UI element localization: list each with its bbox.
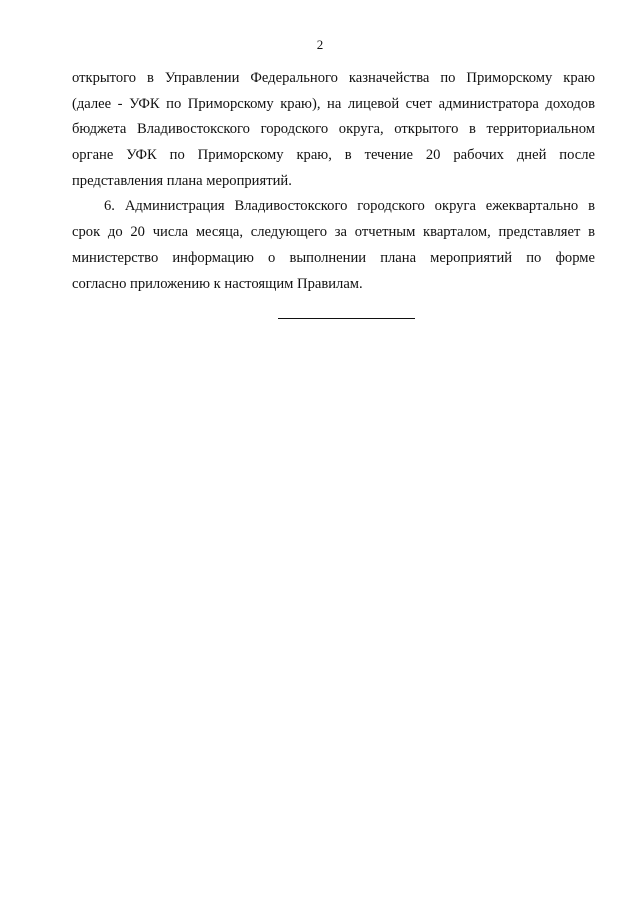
end-separator-line xyxy=(278,318,415,319)
text-line: органе УФК по Приморскому краю, в течение 20 рабочих дней после xyxy=(72,147,595,164)
document-body xyxy=(72,66,595,297)
text-line: срок до 20 числа месяца, следующего за отчетным кварталом, представляет в xyxy=(72,224,595,241)
text-line: 6. Администрация Владивостокского городского округа ежеквартально в xyxy=(104,198,595,215)
text-line: министерство информацию о выполнении плана мероприятий по форме xyxy=(72,249,595,266)
paragraph-continued xyxy=(72,66,595,194)
text-line: (далее - УФК по Приморскому краю), на лицевой счет администратора доходов xyxy=(72,95,595,112)
text-line: бюджета Владивостокского городского округа, открытого в территориальном xyxy=(72,121,595,138)
page-number: 2 xyxy=(316,37,324,52)
text-line: открытого в Управлении Федерального казначейства по Приморскому краю xyxy=(72,70,595,86)
text-line: согласно приложению к настоящим Правилам. xyxy=(72,275,363,292)
text-line: представления плана мероприятий. xyxy=(72,172,292,189)
paragraph-6 xyxy=(72,194,595,297)
